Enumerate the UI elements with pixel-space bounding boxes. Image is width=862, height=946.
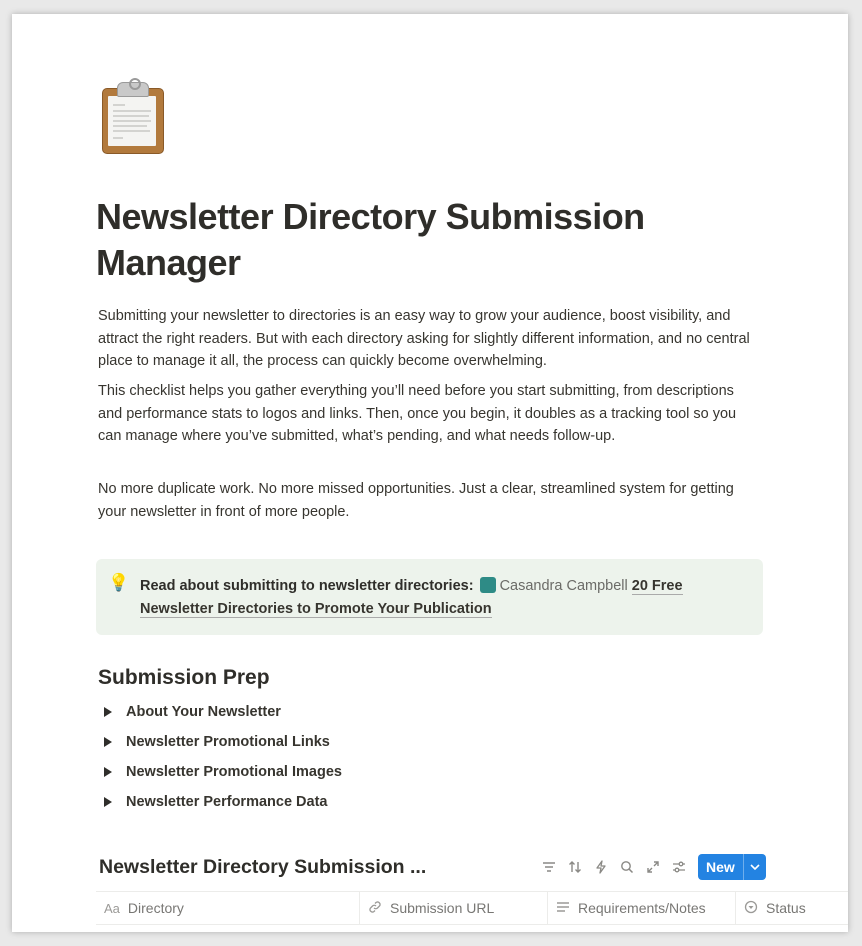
column-label: Requirements/Notes xyxy=(578,900,706,916)
database-title[interactable]: Newsletter Directory Submission ... xyxy=(99,856,427,878)
column-header-directory[interactable] xyxy=(96,892,360,924)
toggle-triangle-icon[interactable] xyxy=(104,767,112,777)
user-avatar-icon xyxy=(480,577,496,593)
database-toolbar xyxy=(536,854,766,880)
toggle-triangle-icon[interactable] xyxy=(104,737,112,747)
search-icon[interactable] xyxy=(614,854,640,880)
toggle-label: Newsletter Promotional Links xyxy=(126,734,330,750)
page-title[interactable]: Newsletter Directory Submission Manager xyxy=(96,196,645,283)
user-mention[interactable]: Casandra Campbell xyxy=(499,578,628,594)
intro-paragraph-2[interactable]: This checklist helps you gather everything you’ll need before you start submitting, from descriptions and performance stats to logos and links. Then, once you begin, it doubles as a tracking tool so you can manage where you’ve submitted, what’s pending, and what needs follow-up. xyxy=(98,383,737,444)
link-icon xyxy=(368,900,382,917)
directories-article-link[interactable]: 20 Free Newsletter Directories to Promote Your Publication xyxy=(140,578,683,617)
column-label: Directory xyxy=(127,900,184,916)
status-icon xyxy=(744,900,758,917)
toggle-promotional-images[interactable] xyxy=(100,760,342,784)
chevron-down-icon[interactable] xyxy=(743,854,766,880)
toggle-label: About Your Newsletter xyxy=(126,704,281,720)
text-icon xyxy=(556,901,570,916)
toggle-performance-data[interactable] xyxy=(100,790,327,814)
page-window xyxy=(12,14,848,932)
column-header-requirements[interactable] xyxy=(548,892,736,924)
column-label: Submission URL xyxy=(390,900,495,916)
database-header-row xyxy=(96,891,848,925)
lightbulb-icon: 💡 xyxy=(108,573,130,592)
clipboard-icon[interactable] xyxy=(100,82,166,154)
section-heading-submission-prep[interactable]: Submission Prep xyxy=(98,666,270,689)
filter-icon[interactable] xyxy=(536,854,562,880)
callout-text xyxy=(140,575,730,620)
toggle-about-newsletter[interactable] xyxy=(100,700,281,724)
toggle-triangle-icon[interactable] xyxy=(104,707,112,717)
column-header-submission-url[interactable] xyxy=(360,892,548,924)
callout-lead: Read about submitting to newsletter directories: xyxy=(140,578,474,594)
new-button-group xyxy=(698,854,766,880)
sort-icon[interactable] xyxy=(562,854,588,880)
callout-block[interactable] xyxy=(96,559,763,635)
intro-paragraph-3[interactable]: No more duplicate work. No more missed opportunities. Just a clear, streamlined system for getting your newsletter in front of more people. xyxy=(98,481,734,520)
toggle-promotional-links[interactable] xyxy=(100,730,330,754)
new-button[interactable]: New xyxy=(706,859,735,875)
toggle-label: Newsletter Performance Data xyxy=(126,794,328,810)
toggle-triangle-icon[interactable] xyxy=(104,797,112,807)
intro-paragraph-1[interactable]: Submitting your newsletter to directories is an easy way to grow your audience, boost visibility, and attract the right readers. But with each directory asking for slightly different information, and no central place to manage it all, the process can quickly become overwhelming. xyxy=(98,308,750,369)
text-type-icon: Aa xyxy=(104,900,120,916)
expand-icon[interactable] xyxy=(640,854,666,880)
column-label: Status xyxy=(766,900,806,916)
automation-icon[interactable] xyxy=(588,854,614,880)
toggle-label: Newsletter Promotional Images xyxy=(126,764,342,780)
column-header-status[interactable] xyxy=(736,892,848,924)
settings-icon[interactable] xyxy=(666,854,692,880)
